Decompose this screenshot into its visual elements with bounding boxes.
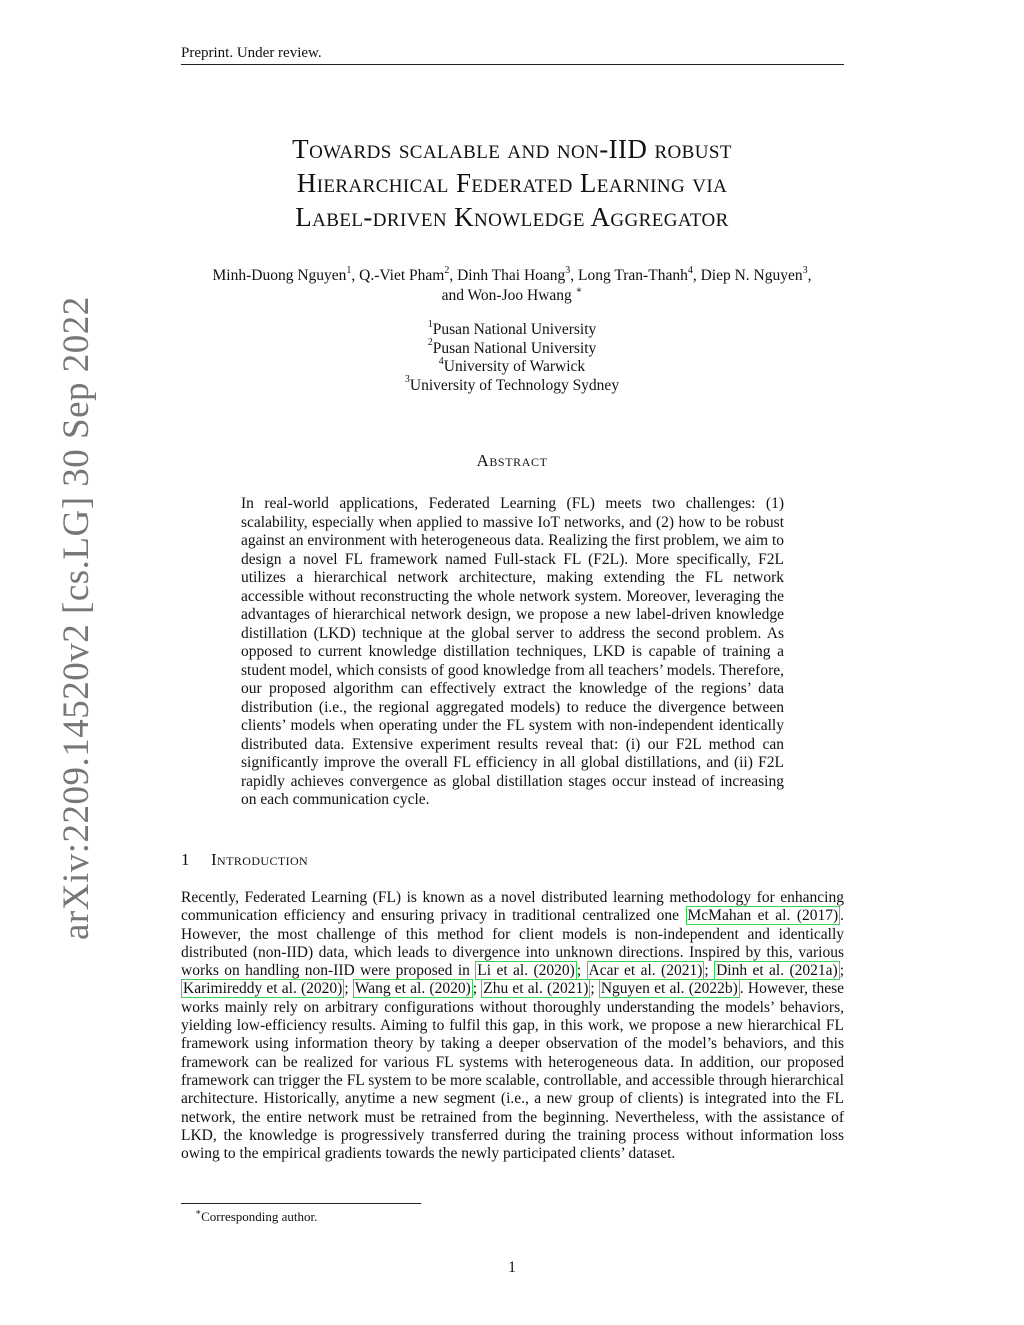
- title-line-3: Label-driven Knowledge Aggregator: [295, 202, 729, 232]
- section-title: Introduction: [211, 850, 309, 869]
- author-4: , Long Tran-Thanh: [570, 267, 688, 284]
- affiliation-number: 1: [427, 318, 433, 330]
- affiliation-name: University of Warwick: [443, 358, 586, 375]
- affiliation-list: [300, 318, 724, 395]
- citation-author: Karimireddy et al.: [183, 980, 297, 998]
- author-2-affil: 2: [444, 264, 450, 276]
- section-number: 1: [181, 850, 190, 869]
- author-list: [160, 266, 864, 306]
- citation-author: Li et al.: [477, 962, 529, 980]
- citation-year: (2021): [661, 962, 703, 980]
- affiliation-item: [300, 374, 724, 396]
- citation-year: (2021): [547, 980, 589, 998]
- intro-text: . However, these works mainly rely on arbitrary configurations without thoroughly understanding the models’ behaviors, yielding low-efficiency results. Aiming to fulfil this gap, in this work, we propose a new hierarchical FL framework using information theory by taking a deeper observation of the model’s behaviors, and this framework can be realized for various FL systems with heterogeneous data. In addition, our proposed framework can trigger the FL system to be more scalable, controllable, and accessible through hierarchical architecture. Historically, anytime a new segment (i.e., a new group of clients) is integrated into the FL network, the entire network must be retrained from the beginning. Nevertheless, with the assistance of LKD, the knowledge is progressively transferred during the training process without information loss owing to the empirical gradients towards the newly participated clients’ dataset.: [181, 980, 844, 1163]
- affiliation-name: Pusan National University: [432, 339, 597, 357]
- footnote-text: Corresponding author.: [201, 1209, 318, 1224]
- citation-author: Nguyen et al.: [600, 980, 685, 998]
- author-5: , Diep N. Nguyen: [692, 267, 803, 284]
- introduction-paragraph: [181, 889, 844, 1163]
- author-5-comma: ,: [807, 267, 812, 284]
- affiliation-name: University of Technology Sydney: [409, 376, 620, 394]
- citation-author: Wang et al.: [354, 980, 426, 998]
- author-3-affil: 3: [565, 264, 571, 276]
- citation-year: (2020): [301, 980, 343, 998]
- citation-author: Zhu et al.: [483, 980, 543, 998]
- citation-year: (2020): [533, 962, 575, 980]
- author-2: , Q.-Viet Pham: [351, 267, 445, 284]
- author-1-affil: 1: [346, 264, 352, 276]
- citation-separator: ;: [344, 980, 353, 998]
- corresponding-mark: ∗: [575, 284, 583, 296]
- affiliation-number: 4: [438, 355, 444, 367]
- author-1: Minh-Duong Nguyen: [212, 267, 347, 284]
- affiliation-item: [300, 337, 724, 359]
- title-line-2: Hierarchical Federated Learning via: [296, 168, 728, 198]
- citation-year: (2020): [429, 980, 471, 998]
- citation-nguyen[interactable]: [599, 979, 740, 998]
- title-line-1: Towards scalable and non-IID robust: [292, 134, 732, 164]
- citation-separator: ;: [590, 980, 599, 998]
- footnote-mark: ∗: [195, 1206, 202, 1217]
- citation-separator: ;: [472, 980, 482, 998]
- author-5-affil: 3: [802, 264, 808, 276]
- affiliation-item: [300, 318, 724, 340]
- arxiv-side-stamp: arXiv:2209.14520v2 [cs.LG] 30 Sep 2022: [56, 296, 97, 940]
- citation-year: (2022b): [688, 980, 738, 998]
- citation-separator: ;: [839, 962, 845, 980]
- citation-dinh[interactable]: [714, 961, 840, 980]
- author-4-affil: 4: [687, 264, 693, 276]
- footnote: [195, 1206, 318, 1225]
- affiliation-item: [300, 355, 724, 377]
- citation-karimireddy[interactable]: [181, 979, 344, 998]
- intro-text: . However, the most challenge of this method for client models is non-independent and identically distributed (non-IID) data, which leads to divergence into unknown directions. Inspired by this, various works on handling non-IID were proposed in: [181, 907, 845, 980]
- running-header: Preprint. Under review.: [181, 44, 844, 65]
- citation-author: McMahan et al.: [687, 907, 791, 925]
- affiliation-name: Pusan National University: [432, 321, 597, 338]
- citation-separator: ;: [704, 962, 715, 980]
- author-3: , Dinh Thai Hoang: [449, 267, 566, 284]
- abstract-heading: Abstract: [476, 451, 548, 470]
- section-heading-introduction: [181, 850, 308, 870]
- citation-acar[interactable]: [587, 961, 705, 980]
- affiliation-number: 2: [427, 337, 433, 349]
- citation-separator: ;: [576, 962, 587, 980]
- citation-zhu[interactable]: [481, 979, 590, 998]
- page-number: 1: [508, 1259, 516, 1276]
- citation-year: (2017): [796, 907, 839, 925]
- citation-wang[interactable]: [353, 979, 473, 998]
- author-6: and Won-Joo Hwang: [441, 287, 572, 304]
- paper-title: [150, 132, 874, 234]
- citation-author: Dinh et al.: [716, 962, 785, 980]
- citation-mcmahan[interactable]: [686, 906, 841, 925]
- affiliation-number: 3: [404, 374, 410, 386]
- citation-li[interactable]: [475, 961, 577, 980]
- footnote-rule: [181, 1203, 421, 1204]
- citation-author: Acar et al.: [588, 962, 656, 980]
- citation-year: (2021a): [789, 962, 838, 980]
- intro-text: Recently, Federated Learning (FL) is known as a novel distributed learning methodology for enhancing communication efficiency and ensuring privacy in traditional centralized one: [181, 889, 844, 925]
- abstract-body: In real-world applications, Federated Learning (FL) meets two challenges: (1) scalability, especially when applied to massive IoT networks, and (2) how to be robust against an environment with heterogeneous data. Realizing the first problem, we aim to design a novel FL framework named Full-stack FL (F2L). More specifically, F2L utilizes a hierarchical network architecture, making extending the FL network accessible without reconstructing the whole network system. Moreover, leveraging the advantages of hierarchical network design, we propose a new label-driven knowledge distillation (LKD) technique at the global server to address the second problem. As opposed to current knowledge distillation techniques, LKD is capable of training a student model, which consists of good knowledge from all teachers’ models. Therefore, our proposed algorithm can effectively extract the knowledge of the regions’ data distribution (i.e., the regional aggregated models) to reduce the divergence between clients’ models when operating under the FL system with non-independent identically distributed data. Extensive experiment results reveal that: (i) our F2L method can significantly improve the overall FL efficiency in all global distillations, and (ii) F2L rapidly achieves convergence as global distillation stages occur instead of increasing on each communication cycle.: [241, 495, 784, 808]
